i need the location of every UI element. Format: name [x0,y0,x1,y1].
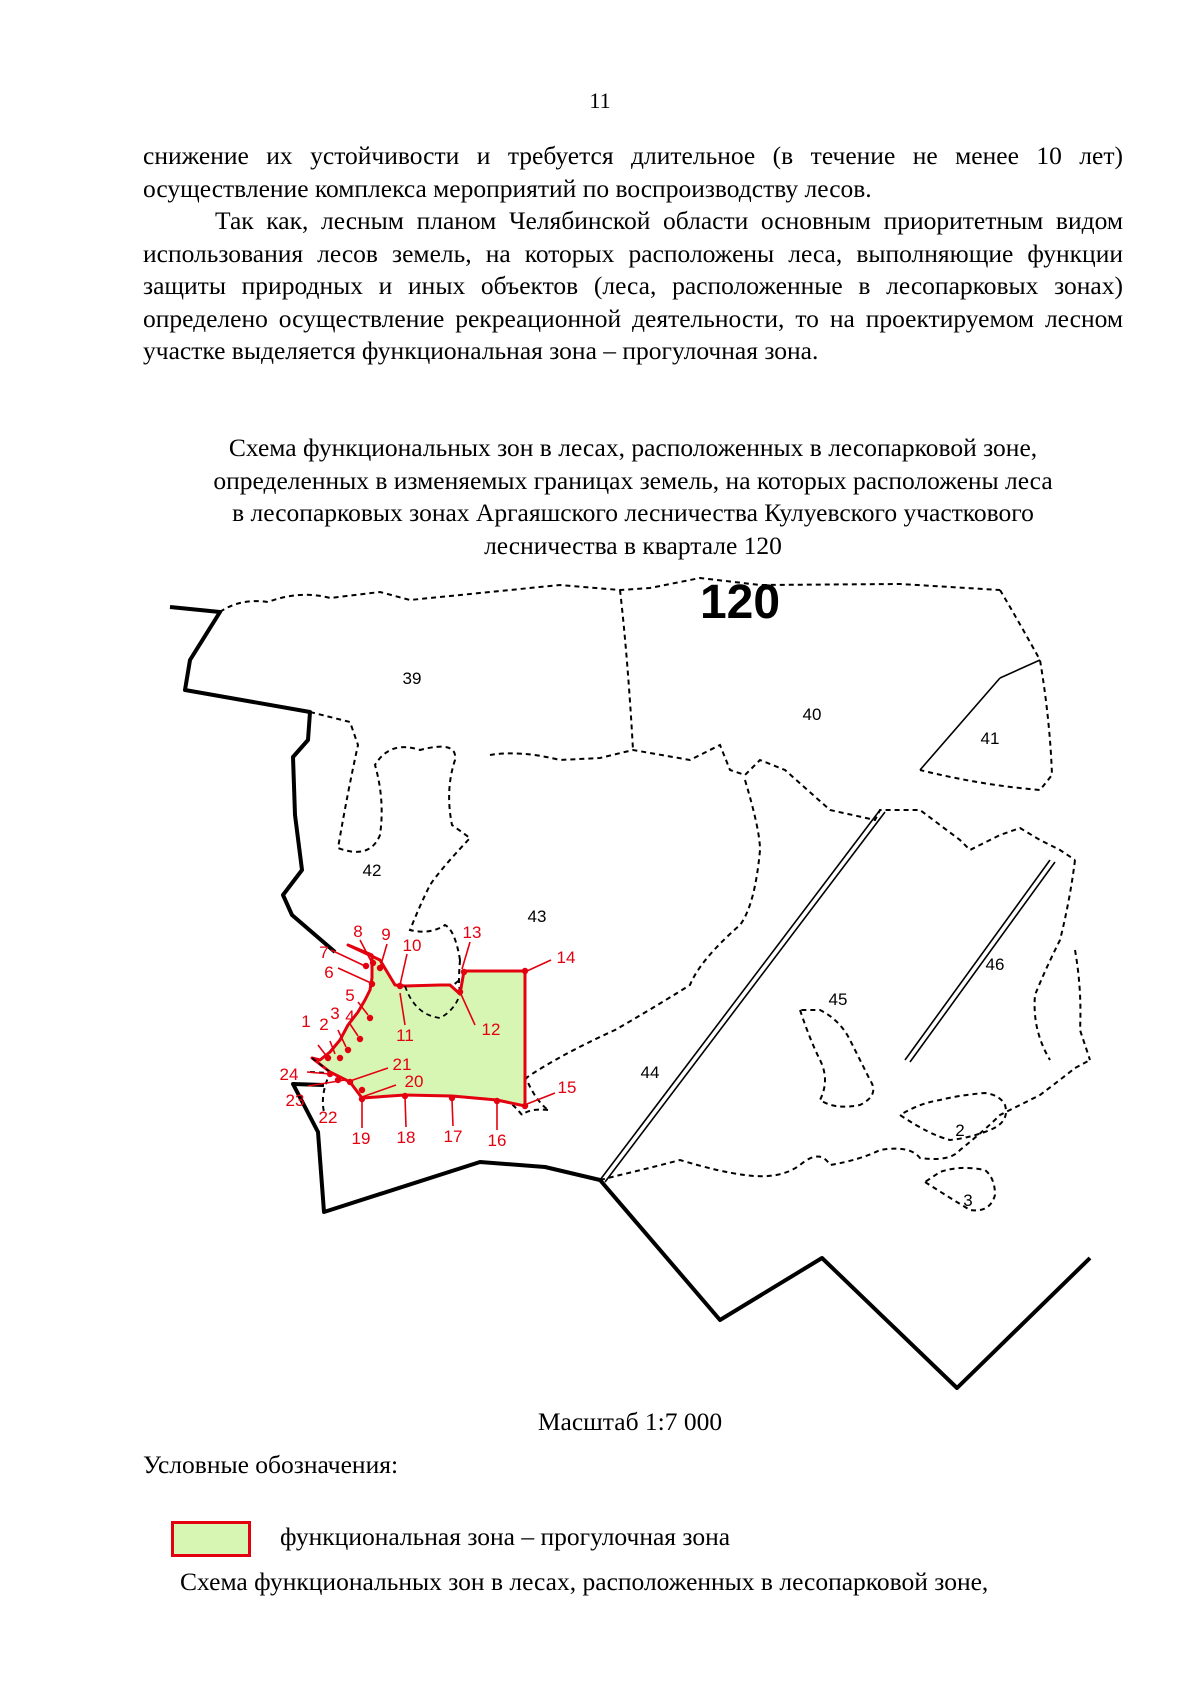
paragraph-2: Так как, лесным планом Челябинской области основным приоритетным видом использования лесов земель, на которых расположены леса, выполняющие функции защиты природных и иных объектов (леса, расположенные в лесопарковых зонах) определено осуществление рекреационной деятельности, то на проектируемом лесном участке выделяется функциональная зона – прогулочная зона. [143,206,1123,365]
legend-title: Условные обозначения: [143,1450,399,1479]
compartment-label: 45 [828,990,848,1009]
point-label: 16 [487,1131,507,1150]
point-label: 9 [381,925,391,944]
point-label: 11 [396,1026,414,1045]
map-scale: Масштаб 1:7 000 [537,1407,723,1436]
compartment-label: 3 [963,1191,973,1210]
compartment-label: 40 [802,705,822,724]
quarter-number-label: 120 [699,576,781,629]
point-label: 13 [462,923,482,942]
map-caption [143,432,1123,562]
forest-quarter-map [0,560,1200,1410]
compartment-label: 39 [402,669,422,688]
point-label: 17 [443,1127,463,1146]
compartment-label: 46 [985,955,1005,974]
point-label: 23 [285,1091,305,1110]
legend-swatch [171,1521,251,1557]
point-label: 21 [392,1055,412,1074]
caption-line-4: лесничества в квартале 120 [484,530,782,560]
point-label: 18 [396,1128,416,1147]
compartment-label: 44 [640,1063,660,1082]
point-label: 1 [301,1012,311,1031]
compartment-label: 2 [955,1121,965,1140]
caption-line-3: в лесопарковых зонах Аргаяшского лесничества Кулуевского участкового [232,498,1034,527]
paragraph-1: снижение их устойчивости и требуется длительное (в течение не менее 10 лет) осуществление комплекса мероприятий по воспроизводству лесов. [143,141,1123,203]
body-text [143,140,1123,368]
compartment-label: 41 [980,729,1000,748]
compartment-label: 43 [527,907,547,926]
point-label: 3 [330,1004,340,1023]
point-label: 5 [345,986,355,1005]
point-label: 6 [324,963,334,982]
compartment-label: 42 [362,861,382,880]
point-label: 2 [319,1015,329,1034]
point-label: 12 [481,1020,501,1039]
caption-line-1: Схема функциональных зон в лесах, расположенных в лесопарковой зоне, [228,433,1038,462]
compartment-label: 22 [318,1108,338,1127]
continuation-text: Схема функциональных зон в лесах, расположенных в лесопарковой зоне, [180,1567,989,1596]
point-label: 24 [279,1065,299,1084]
point-label: 4 [345,1007,355,1026]
point-label: 7 [319,943,329,962]
caption-line-2: определенных в изменяемых границах земель, на которых расположены леса [213,465,1053,495]
quarter-boundary [170,607,1090,1388]
point-label: 19 [351,1129,371,1148]
point-label: 8 [353,922,363,941]
point-label: 20 [404,1072,424,1091]
legend-item-label: функциональная зона – прогулочная зона [280,1522,731,1551]
point-label: 14 [556,948,576,967]
page-number: 11 [589,88,611,113]
point-label: 15 [557,1078,577,1097]
point-label: 10 [402,936,422,955]
